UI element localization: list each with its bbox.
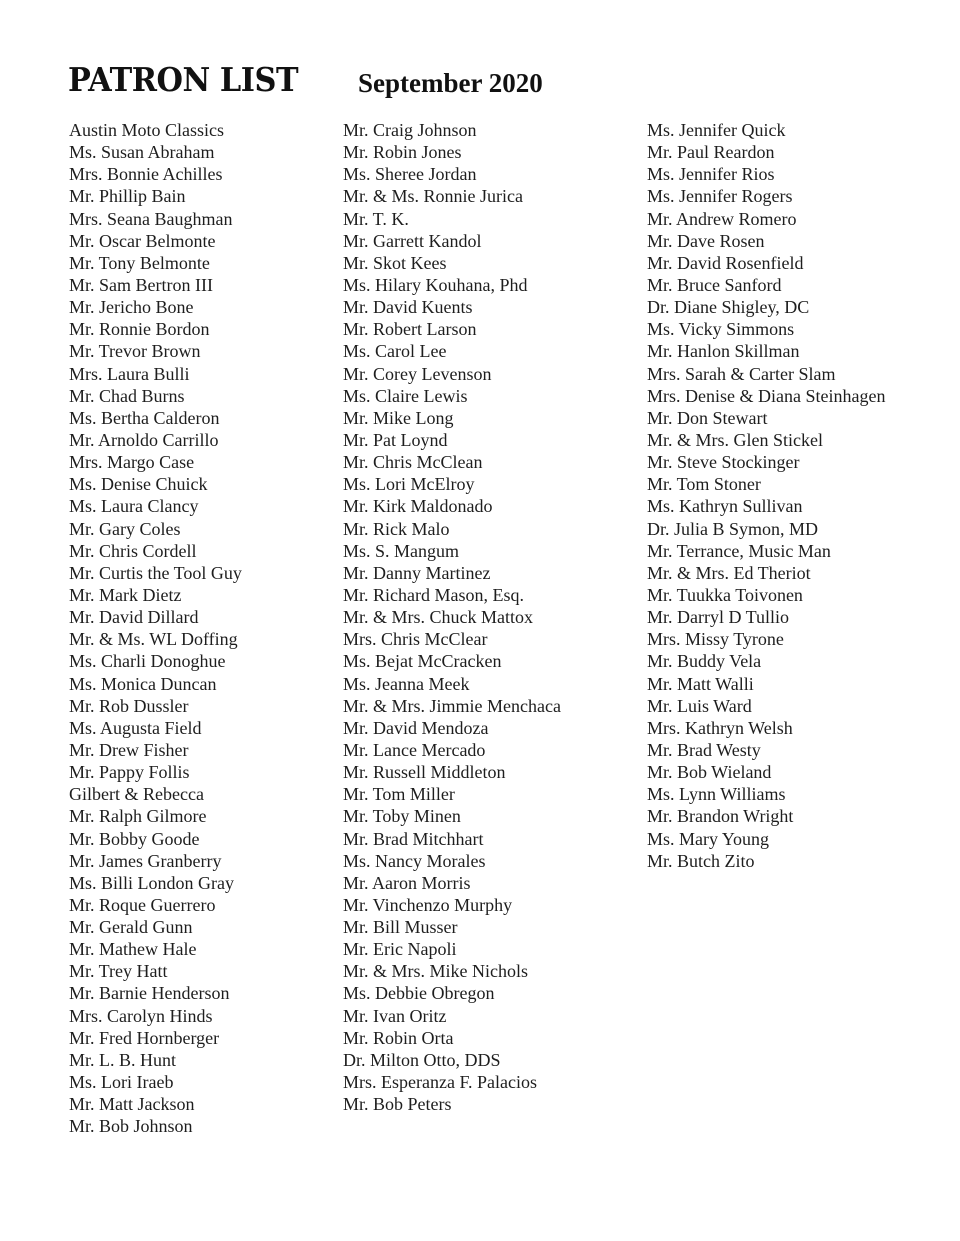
patron-name: Mr. Garrett Kandol <box>343 230 482 251</box>
patron-name: Mr. David Dillard <box>69 607 199 628</box>
patron-name: Mr. & Ms. WL Doffing <box>69 629 238 650</box>
patron-name: Ms. Laura Clancy <box>69 496 199 517</box>
patron-name: Mr. Terrance, Music Man <box>647 540 831 561</box>
patron-name: Mr. Drew Fisher <box>69 739 189 760</box>
patron-name: Ms. Monica Duncan <box>69 673 217 694</box>
patron-name: Ms. Nancy Morales <box>343 850 486 871</box>
patron-name: Mr. Hanlon Skillman <box>647 341 800 362</box>
patron-name: Mr. Matt Jackson <box>69 1094 195 1115</box>
patron-name: Ms. Sheree Jordan <box>343 164 477 185</box>
patron-name: Ms. Lynn Williams <box>647 784 786 805</box>
patron-name: Mr. Richard Mason, Esq. <box>343 584 524 605</box>
patron-name: Ms. Jennifer Rios <box>647 164 775 185</box>
patron-name: Ms. Billi London Gray <box>69 872 234 893</box>
patron-name: Dr. Diane Shigley, DC <box>647 297 810 318</box>
patron-name: Mrs. Missy Tyrone <box>647 629 784 650</box>
patron-name: Mr. Fred Hornberger <box>69 1027 220 1048</box>
patron-name: Mr. Craig Johnson <box>343 120 477 140</box>
patron-name: Ms. Lori Iraeb <box>69 1072 174 1093</box>
patron-name: Ms. Vicky Simmons <box>647 319 795 340</box>
patron-name: Dr. Milton Otto, DDS <box>343 1049 501 1070</box>
patron-name: Mr. Brad Mitchhart <box>343 828 484 849</box>
patron-name: Mr. Chad Burns <box>69 385 185 406</box>
patron-name: Mr. Don Stewart <box>647 407 768 428</box>
page-title: PATRON LIST <box>68 60 299 99</box>
patron-name: Mr. James Granberry <box>69 850 222 871</box>
patron-name: Mr. Luis Ward <box>647 695 752 716</box>
patron-name: Mrs. Bonnie Achilles <box>69 164 223 185</box>
patron-name: Mr. Corey Levenson <box>343 363 492 384</box>
patron-column-3 <box>647 119 885 872</box>
patron-name: Mr. Brandon Wright <box>647 806 794 827</box>
patron-name: Mrs. Carolyn Hinds <box>69 1005 213 1026</box>
patron-name: Ms. S. Mangum <box>343 540 460 561</box>
page-date: September 2020 <box>358 68 543 98</box>
patron-name: Ms. Denise Chuick <box>69 474 208 495</box>
patron-name: Mr. & Mrs. Mike Nichols <box>343 961 529 982</box>
patron-name: Mr. Brad Westy <box>647 739 761 760</box>
patron-name: Mr. Dave Rosen <box>647 230 765 251</box>
patron-name: Mr. Tony Belmonte <box>69 252 210 273</box>
patron-name: Mr. Bobby Goode <box>69 828 200 849</box>
patron-name: Austin Moto Classics <box>69 120 225 140</box>
patron-column-1 <box>69 119 242 1137</box>
patron-name: Mr. Mike Long <box>343 407 454 428</box>
patron-name: Mr. David Rosenfield <box>647 252 804 273</box>
patron-name: Mr. Tuukka Toivonen <box>647 584 803 605</box>
patron-name: Ms. Bertha Calderon <box>69 407 220 428</box>
patron-name: Dr. Julia B Symon, MD <box>647 518 819 539</box>
patron-name: Mr. Curtis the Tool Guy <box>69 562 242 583</box>
patron-name: Mr. Robin Orta <box>343 1027 454 1048</box>
patron-name: Ms. Jeanna Meek <box>343 673 470 694</box>
patron-name: Mr. Robert Larson <box>343 319 477 340</box>
patron-name: Mr. Vinchenzo Murphy <box>343 894 513 915</box>
patron-name: Mr. Sam Bertron III <box>69 274 213 295</box>
patron-name: Mr. Lance Mercado <box>343 739 486 760</box>
patron-name: Mr. Matt Walli <box>647 673 754 694</box>
patron-name: Ms. Jennifer Quick <box>647 120 786 140</box>
patron-name: Mr. Pat Loynd <box>343 429 448 450</box>
patron-name: Mr. & Mrs. Glen Stickel <box>647 429 823 450</box>
patron-name: Mr. Toby Minen <box>343 806 461 827</box>
patron-name: Mrs. Denise & Diana Steinhagen <box>647 385 886 406</box>
patron-name: Mr. Aaron Morris <box>343 872 471 893</box>
patron-name: Mr. Bob Wieland <box>647 762 772 783</box>
patron-name: Mr. David Mendoza <box>343 717 489 738</box>
patron-name: Ms. Mary Young <box>647 828 770 849</box>
patron-name: Mrs. Seana Baughman <box>69 208 233 229</box>
patron-name: Mr. Steve Stockinger <box>647 452 800 473</box>
patron-name: Mr. Trey Hatt <box>69 961 168 982</box>
patron-name: Mr. & Mrs. Chuck Mattox <box>343 607 534 628</box>
patron-name: Mrs. Kathryn Welsh <box>647 717 793 738</box>
patron-name: Ms. Hilary Kouhana, Phd <box>343 274 528 295</box>
patron-name: Gilbert & Rebecca <box>69 784 204 805</box>
patron-name: Mrs. Laura Bulli <box>69 363 190 384</box>
patron-name: Mr. Rob Dussler <box>69 695 189 716</box>
patron-name: Mr. & Ms. Ronnie Jurica <box>343 186 523 207</box>
patron-name: Mr. Jericho Bone <box>69 297 194 318</box>
patron-name: Mr. Rick Malo <box>343 518 450 539</box>
patron-name: Mr. Tom Miller <box>343 784 455 805</box>
patron-name: Mr. Bob Peters <box>343 1094 452 1115</box>
patron-name: Mrs. Margo Case <box>69 452 195 473</box>
patron-name: Ms. Kathryn Sullivan <box>647 496 803 517</box>
patron-name: Mr. Mark Dietz <box>69 584 182 605</box>
patron-name: Ms. Debbie Obregon <box>343 983 495 1004</box>
patron-name: Ms. Claire Lewis <box>343 385 468 406</box>
patron-name: Mr. Bruce Sanford <box>647 274 782 295</box>
patron-name: Mrs. Esperanza F. Palacios <box>343 1072 538 1093</box>
patron-name: Mr. Gerald Gunn <box>69 917 193 938</box>
patron-name: Ms. Jennifer Rogers <box>647 186 793 207</box>
patron-name: Mr. Gary Coles <box>69 518 181 539</box>
patron-name: Mr. Bob Johnson <box>69 1116 193 1137</box>
patron-name: Ms. Charli Donoghue <box>69 651 226 672</box>
patron-name: Mr. Andrew Romero <box>647 208 797 229</box>
patron-name: Mr. Mathew Hale <box>69 939 197 960</box>
patron-name: Mr. Tom Stoner <box>647 474 761 495</box>
patron-name: Mr. Buddy Vela <box>647 651 762 672</box>
patron-name: Mrs. Chris McClear <box>343 629 488 650</box>
patron-name: Mr. Chris Cordell <box>69 540 197 561</box>
patron-name: Mr. Danny Martinez <box>343 562 491 583</box>
patron-name: Mr. Ralph Gilmore <box>69 806 207 827</box>
patron-name: Mr. Roque Guerrero <box>69 894 216 915</box>
patron-name: Mr. Kirk Maldonado <box>343 496 493 517</box>
patron-name: Mr. Ronnie Bordon <box>69 319 210 340</box>
patron-name: Mr. Skot Kees <box>343 252 447 273</box>
patron-name: Mrs. Sarah & Carter Slam <box>647 363 836 384</box>
patron-column-2 <box>343 119 561 1115</box>
patron-name: Mr. Arnoldo Carrillo <box>69 429 219 450</box>
patron-name: Mr. Pappy Follis <box>69 762 190 783</box>
patron-name: Mr. Phillip Bain <box>69 186 186 207</box>
patron-name: Mr. Darryl D Tullio <box>647 607 790 628</box>
patron-name: Mr. Russell Middleton <box>343 762 506 783</box>
patron-name: Mr. Butch Zito <box>647 850 755 871</box>
patron-name: Mr. Robin Jones <box>343 142 462 163</box>
patron-name: Mr. Chris McClean <box>343 452 483 473</box>
patron-name: Ms. Carol Lee <box>343 341 447 362</box>
patron-name: Mr. T. K. <box>343 208 409 229</box>
patron-name: Mr. David Kuents <box>343 297 473 318</box>
patron-name: Ms. Bejat McCracken <box>343 651 502 672</box>
patron-name: Mr. Bill Musser <box>343 917 458 938</box>
patron-name: Ms. Susan Abraham <box>69 142 215 163</box>
patron-name: Ms. Lori McElroy <box>343 474 475 495</box>
patron-name: Mr. Trevor Brown <box>69 341 201 362</box>
patron-name: Mr. & Mrs. Ed Theriot <box>647 562 811 583</box>
patron-name: Mr. & Mrs. Jimmie Menchaca <box>343 695 561 716</box>
patron-name: Mr. Oscar Belmonte <box>69 230 216 251</box>
patron-name: Mr. Barnie Henderson <box>69 983 230 1004</box>
patron-name: Ms. Augusta Field <box>69 717 202 738</box>
patron-name: Mr. Paul Reardon <box>647 142 775 163</box>
patron-name: Mr. Eric Napoli <box>343 939 457 960</box>
patron-name: Mr. Ivan Oritz <box>343 1005 447 1026</box>
patron-name: Mr. L. B. Hunt <box>69 1049 177 1070</box>
